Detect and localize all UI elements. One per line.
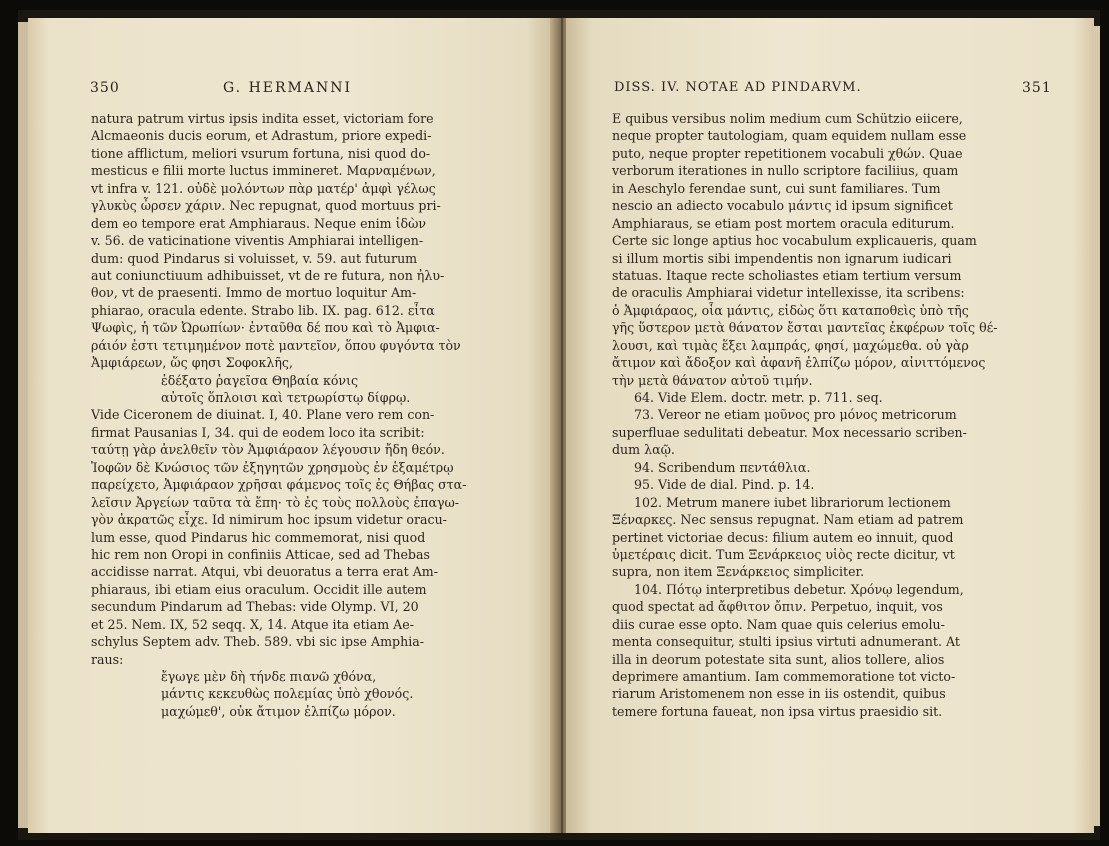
text-line: raus: <box>91 651 124 667</box>
text-line: quod spectat ad ἄφθιτον ὄπιν. Perpetuo, inquit, vos <box>612 599 943 615</box>
text-line: Ψωφὶς, ἡ τῶν Ὠρωπίων· ἐνταῦθα δέ που καὶ τὸ Ἀμφια- <box>91 320 440 336</box>
text-line: dum λαῷ. <box>612 442 675 458</box>
text-line: statuas. Itaque recte scholiastes etiam tertium versum <box>612 267 962 283</box>
text-line: de oraculis Amphiarai videtur intellexisse, ita scribens: <box>612 285 965 301</box>
text-line: ὑμετέραις dicit. Tum Ξενάρκειος υἱὸς recte dicitur, vt <box>612 546 955 562</box>
text-line: ἔγωγε μὲν δὴ τήνδε πιανῶ χθόνα, <box>161 669 377 684</box>
text-line: dem eo tempore erat Amphiaraus. Neque enim ἰδὼν <box>91 215 427 231</box>
open-book <box>18 10 1100 840</box>
text-line: παρείχετο, Ἀμφιάραον χρῆσαι φάμενος τοῖς ἐς Θήβας στα- <box>91 477 467 493</box>
text-line: λεῖσιν Ἀργείων ταῦτα τὰ ἔπη· τὸ ἐς τοὺς πολλοὺς ἐπαγω- <box>91 494 460 510</box>
text-line: menta consequitur, stulti ipsius virtuti adnumerant. At <box>612 634 960 650</box>
text-line: accidisse narrat. Atqui, vbi deuoratus a terra erat Am- <box>91 564 438 580</box>
text-line: phiaraus, ibi etiam eius oraculum. Occidit ille autem <box>91 581 427 597</box>
text-line: lum esse, quod Pindarus hic commemorat, nisi quod <box>91 529 426 545</box>
text-line: vt infra v. 121. οὐδὲ μολόντων πὰρ ματέρ' ἀμφὶ γέλως <box>91 180 436 196</box>
text-line: γλυκὺς ὦρσεν χάριν. Nec repugnat, quod mortuus pri- <box>91 198 441 214</box>
text-line: 102. Metrum manere iubet librariorum lectionem <box>634 494 951 510</box>
text-line: pertinet victoriae decus: filium autem eo innuit, quod <box>612 529 954 545</box>
text-line: neque propter tautologiam, quam equidem nullam esse <box>612 128 967 144</box>
left-running-head: G. HERMANNI <box>223 80 353 96</box>
text-line: phiarao, oracula edente. Strabo lib. IX. pag. 612. εἶτα <box>91 302 435 318</box>
text-line: et 25. Nem. IX, 52 seqq. X, 14. Atque ita etiam Ae- <box>91 616 414 632</box>
text-line: v. 56. de vaticinatione viventis Amphiarai intelligen- <box>91 233 424 249</box>
text-line: E quibus versibus nolim medium cum Schützio eiicere, <box>612 111 963 126</box>
text-line: ἐδέξατο ῥαγεῖσα Θηβαία κόνις <box>161 372 359 388</box>
text-line: μάντις κεκευθὼς πολεμίας ὑπὸ χθονός. <box>161 686 414 702</box>
text-line: firmat Pausanias I, 34. qui de eodem loco ita scribit: <box>91 424 425 440</box>
text-line: ὁ Ἀμφιάραος, οἷα μάντις, εἰδὼς ὅτι καταποθεὶς ὑπὸ τῆς <box>612 302 969 318</box>
text-line: 73. Vereor ne etiam μοῦνος pro μόνος metricorum <box>634 407 957 423</box>
text-line: Amphiaraus, se etiam post mortem oracula editurum. <box>612 215 955 231</box>
text-line: si illum mortis sibi impendentis non ignarum iudicari <box>612 250 952 266</box>
text-line: 64. Vide Elem. doctr. metr. p. 711. seq. <box>634 390 883 405</box>
text-line: γῆς ὕστερον μετὰ θάνατον ἔσται μαντεῖας ἐκφέρων τοῖς θέ- <box>612 320 998 336</box>
text-line: 95. Vide de dial. Pind. p. 14. <box>634 477 815 493</box>
text-line: natura patrum virtus ipsis indita esset, victoriam fore <box>91 111 434 126</box>
text-line: hic rem non Oropi in confiniis Atticae, sed ad Thebas <box>91 546 430 562</box>
text-line: αὐτοῖς ὅπλοισι καὶ τετρωρίστῳ δίφρῳ. <box>161 390 411 405</box>
text-line: in Aeschylo ferendae sunt, cui sunt familiares. Tum <box>612 180 941 196</box>
text-line: illa in deorum potestate sita sunt, alios tollere, alios <box>612 651 945 667</box>
text-line: superfluae sedulitati debeatur. Mox necessario scriben- <box>612 424 967 440</box>
text-line: ἄτιμον καὶ ἄδοξον καὶ ἀφανῆ ἐλπίζω μόρον, αἰνιττόμενος <box>612 355 986 371</box>
text-line: γὸν ἀκρατῶς εἶχε. Id nimirum hoc ipsum videtur oracu- <box>91 512 447 528</box>
text-line: θον, vt de praesenti. Immo de mortuo loquitur Am- <box>91 285 417 301</box>
text-line: nescio an adiecto vocabulo μάντις id ipsum significet <box>612 198 953 214</box>
text-line: schylus Septem adv. Theb. 589. vbi sic ipse Amphia- <box>91 634 424 650</box>
text-line: puto, neque propter repetitionem vocabuli χθών. Quae <box>612 145 963 161</box>
text-line: verborum iterationes in nullo scriptore faciliius, quam <box>612 163 959 179</box>
text-line: tione afflictum, meliori vsurum fortuna, nisi quod do- <box>91 145 431 161</box>
text-line: temere fortuna faueat, non ipsa virtus praesidio sit. <box>612 703 943 719</box>
text-line: riarum Aristomenem non esse in iis ostendit, quibus <box>612 686 946 702</box>
left-page <box>28 18 558 833</box>
text-line: λουσι, καὶ τιμὰς ἕξει λαμπράς, φησί, μαχώμεθα. οὐ γὰρ <box>612 337 969 353</box>
text-line: dum: quod Pindarus si voluisset, v. 59. aut futurum <box>91 250 418 266</box>
text-line: Certe sic longe aptius hoc vocabulum explicaueris, quam <box>612 233 977 249</box>
text-line: ράιόν ἐστι τετιμημένον ποτὲ μαντεῖον, ὅπου φυγόντα τὸν <box>91 337 461 353</box>
text-line: 104. Πότῳ interpretibus debetur. Χρόνῳ legendum, <box>634 581 964 597</box>
right-running-head: DISS. IV. NOTAE AD PINDARVM. <box>614 80 862 95</box>
text-line: τὴν μετὰ θάνατον αὐτοῦ τιμήν. <box>612 372 813 388</box>
text-line: Ἰοφῶν δὲ Κνώσιος τῶν ἐξηγητῶν χρησμοὺς ἐν ἑξαμέτρῳ <box>91 459 454 475</box>
text-line: μαχώμεθ', οὐκ ἄτιμον ἐλπίζω μόρον. <box>161 703 396 719</box>
text-line: deprimere amantium. Iam commemoratione tot victo- <box>612 669 956 684</box>
text-line: diis curae esse opto. Nam quae quis celerius emolu- <box>612 616 945 632</box>
right-page-number: 351 <box>1022 80 1052 96</box>
right-page <box>566 18 1094 833</box>
text-line: Ἀμφιάρεων, ὥς φησι Σοφοκλῆς, <box>91 355 293 371</box>
left-page-body <box>91 110 525 720</box>
right-page-body <box>612 110 1042 720</box>
text-line: 94. Scribendum πεντάθλια. <box>634 459 811 475</box>
text-line: Vide Ciceronem de diuinat. I, 40. Plane vero rem con- <box>91 407 435 423</box>
left-page-number: 350 <box>90 80 120 96</box>
text-line: Alcmaeonis ducis eorum, et Adrastum, priore expedi- <box>91 128 432 144</box>
text-line: aut coniunctiuum adhibuisset, vt de re futura, non ἠλυ- <box>91 267 445 283</box>
text-line: ταύτῃ γὰρ ἀνελθεῖν τὸν Ἀμφιάραον λέγουσιν ἤδη θεόν. <box>91 442 445 458</box>
text-line: supra, non item Ξενάρκειος simpliciter. <box>612 564 865 580</box>
text-line: Ξέναρκες. Nec sensus repugnat. Nam etiam ad patrem <box>612 512 964 528</box>
text-line: secundum Pindarum ad Thebas: vide Olymp. VI, 20 <box>91 599 419 615</box>
text-line: mesticus e filii morte luctus immineret. Μαρναμένων, <box>91 163 436 179</box>
